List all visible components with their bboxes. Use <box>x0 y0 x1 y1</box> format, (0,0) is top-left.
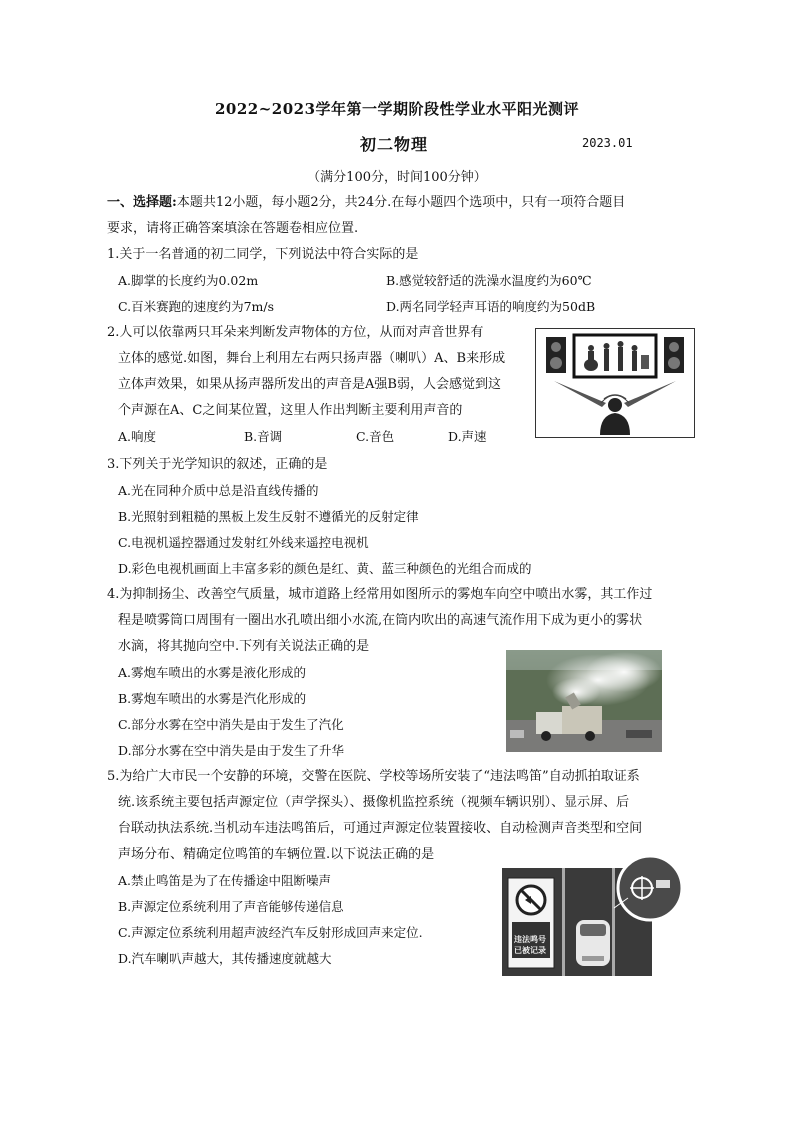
q4-option-d: D.部分水雾在空中消失是由于发生了升华 <box>118 743 345 758</box>
q1-stem: 1.关于一名普通的初二同学，下列说法中符合实际的是 <box>107 247 419 262</box>
section-intro-text: 本题共12小题，每小题2分，共24分.在每小题四个选项中，只有一项符合题目 <box>176 195 626 210</box>
section-intro-line-1 <box>107 194 625 212</box>
q5-option-d: D.汽车喇叭声越大，其传播速度就越大 <box>118 951 332 966</box>
q2-option-d: D.声速 <box>448 429 487 444</box>
q3-option-c: C.电视机遥控器通过发射红外线来遥控电视机 <box>118 535 369 550</box>
q3-option-b: B.光照射到粗糙的黑板上发生反射不遵循光的反射定律 <box>118 509 419 524</box>
q3-option-a: A.光在同种介质中总是沿直线传播的 <box>118 483 319 498</box>
stage-speakers-figure <box>535 328 695 438</box>
q4-option-b: B.雾炮车喷出的水雾是汽化形成的 <box>118 691 307 706</box>
q2-stem-4: 个声源在A、C之间某位置，这里人作出判断主要利用声音的 <box>118 403 463 418</box>
q4-option-a: A.雾炮车喷出的水雾是液化形成的 <box>118 665 307 680</box>
q4-stem-1: 4.为抑制扬尘、改善空气质量，城市道路上经常用如图所示的雾炮车向空中喷出水雾，其工作过 <box>107 587 653 602</box>
q3-option-d: D.彩色电视机画面上丰富多彩的颜色是红、黄、蓝三种颜色的光组合而成的 <box>118 561 532 576</box>
q2-stem-2: 立体的感觉.如图，舞台上利用左右两只扬声器（喇叭）A、B来形成 <box>118 351 506 366</box>
honking-capture-svg <box>502 850 684 976</box>
subject-title: 初二物理 <box>360 135 429 154</box>
fog-cannon-truck-svg <box>506 650 662 752</box>
q3-stem: 3.下列关于光学知识的叙述，正确的是 <box>107 457 328 472</box>
section-intro-line-2: 要求，请将正确答案填涂在答题卷相应位置. <box>107 221 359 236</box>
left-sound-arrow <box>554 381 606 407</box>
fog-cannon-truck-photo <box>506 650 662 752</box>
q2-stem-1: 2.人可以依靠两只耳朵来判断发声物体的方位，从而对声音世界有 <box>107 325 484 340</box>
truck-cab <box>536 712 562 734</box>
q5-option-b: B.声源定位系统利用了声音能够传递信息 <box>118 899 344 914</box>
q2-option-a: A.响度 <box>118 429 157 444</box>
q1-option-c: C.百米赛跑的速度约为7m/s <box>118 299 275 314</box>
q2-stem-3: 立体声效果，如果从扬声器所发出的声音是A强B弱，人会感觉到这 <box>118 377 501 392</box>
exam-meta: （满分100分，时间100分钟） <box>307 170 487 185</box>
q5-option-a: A.禁止鸣笛是为了在传播途中阻断噪声 <box>118 873 332 888</box>
q2-option-c: C.音色 <box>356 429 395 444</box>
q5-stem-3: 台联动执法系统.当机动车违法鸣笛后，可通过声源定位装置接收、自动检测声音类型和空间 <box>118 821 643 836</box>
q4-option-c: C.部分水雾在空中消失是由于发生了汽化 <box>118 717 344 732</box>
sign-text-line-1: 违法鸣号 <box>514 935 546 944</box>
listener-head <box>608 398 622 412</box>
honking-capture-figure <box>502 850 684 976</box>
q1-option-d: D.两名同学轻声耳语的响度约为50dB <box>386 299 596 314</box>
q5-stem-2: 统.该系统主要包括声源定位（声学探头）、摄像机监控系统（视频车辆识别）、显示屏、后 <box>118 795 630 810</box>
listener-body <box>600 413 630 435</box>
truck-tank <box>562 706 602 734</box>
sign-text <box>514 934 546 956</box>
sign-text-line-2: 已被记录 <box>514 946 546 955</box>
section-heading: 一、选择题: <box>107 195 177 210</box>
q4-stem-2: 程是喷雾筒口周围有一圈出水孔喷出细小水流,在筒内吹出的高速气流作用下成为更小的雾状 <box>118 613 643 628</box>
q5-stem-4: 声场分布、精确定位鸣笛的车辆位置.以下说法正确的是 <box>118 847 435 862</box>
q1-option-b: B.感觉较舒适的洗澡水温度约为60℃ <box>386 273 592 288</box>
q5-stem-1: 5.为给广大市民一个安静的环境，交警在医院、学校等场所安装了“违法鸣笛”自动抓拍取证系 <box>107 769 640 784</box>
q1-option-a: A.脚掌的长度约为0.02m <box>118 273 259 288</box>
exam-title: 2022~2023学年第一学期阶段性学业水平阳光测评 <box>214 100 580 118</box>
q5-option-c: C.声源定位系统利用超声波经汽车反射形成回声来定位. <box>118 925 423 940</box>
q2-option-b: B.音调 <box>244 429 283 444</box>
q4-stem-3: 水滴，将其抛向空中.下列有关说法正确的是 <box>118 639 370 654</box>
exam-date: 2023.01 <box>582 136 633 150</box>
stage-speakers-svg <box>536 329 694 437</box>
right-sound-arrow <box>624 381 676 407</box>
